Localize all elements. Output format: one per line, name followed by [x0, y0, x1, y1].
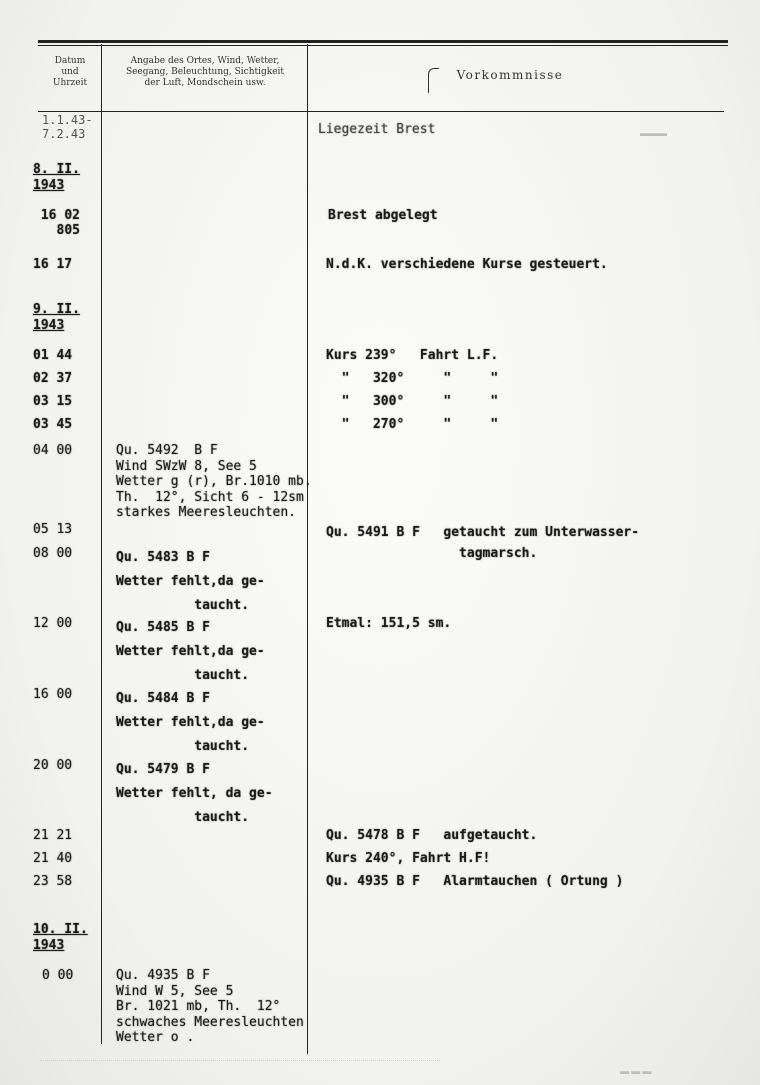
log-event: " 300° " " — [326, 394, 499, 409]
log-place-weather: Qu. 5479 B F Wetter fehlt, da ge- taucht. — [116, 762, 273, 825]
log-time: 04 00 — [33, 443, 73, 458]
log-place-weather: Qu. 5484 B F Wetter fehlt,da ge- taucht. — [116, 691, 265, 754]
log-event: Qu. 4935 B F Alarmtauchen ( Ortung ) — [326, 874, 624, 889]
log-place-weather: Qu. 4935 B F Wind W 5, See 5 Br. 1021 mb, Th. 12° schwaches Meeresleuchten Wetter o . — [116, 968, 304, 1045]
log-place-weather: Qu. 5483 B F Wetter fehlt,da ge- taucht. — [116, 550, 265, 613]
bleed-through-trace: ▬▬▬ — [640, 128, 667, 138]
log-time: 16 17 — [33, 257, 73, 272]
footer-bleed-through-trace — [40, 1060, 440, 1075]
header-and-label: und — [61, 67, 79, 77]
header-events-label: Vorkommnisse — [456, 68, 564, 82]
log-time: 01 44 — [33, 348, 73, 363]
header-place-line-3: der Luft, Mondschein usw. — [144, 78, 266, 88]
log-time: 0 00 — [42, 968, 74, 983]
log-time: 20 00 — [33, 758, 73, 773]
log-event: Liegezeit Brest — [318, 122, 436, 137]
header-place-weather — [104, 56, 306, 89]
log-place-weather: Qu. 5485 B F Wetter fehlt,da ge- taucht. — [116, 620, 265, 683]
header-time-label: Uhrzeit — [52, 78, 88, 88]
top-rule — [38, 40, 728, 43]
log-time: 03 15 — [33, 394, 73, 409]
log-event: " 320° " " — [326, 371, 499, 386]
log-event: N.d.K. verschiedene Kurse gesteuert. — [326, 257, 608, 272]
header-bottom-rule — [38, 111, 724, 112]
log-time: 21 21 — [33, 828, 73, 843]
top-rule-thin — [38, 45, 728, 46]
log-time: 21 40 — [33, 851, 73, 866]
column-divider-1 — [101, 44, 102, 1044]
log-event: " 270° " " — [326, 417, 499, 432]
header-date-time — [40, 56, 100, 89]
log-time: 16 02 805 — [40, 208, 80, 238]
header-place-line-1: Angabe des Ortes, Wind, Wetter, — [130, 56, 280, 66]
log-time: 02 37 — [33, 371, 73, 386]
column-divider-2 — [307, 44, 308, 1054]
header-date-label: Datum — [54, 56, 86, 66]
log-event: Qu. 5478 B F aufgetaucht. — [326, 828, 538, 843]
header-events — [430, 70, 590, 81]
log-place-weather: Qu. 5492 B F Wind SWzW 8, See 5 Wetter g (r), Br.1010 mb. Th. 12°, Sicht 6 - 12sm starkes Meeresleuchten. — [116, 443, 312, 520]
log-event: Kurs 240°, Fahrt H.F! — [326, 851, 491, 866]
log-time: 05 13 — [33, 522, 73, 537]
log-time: 12 00 — [33, 616, 73, 631]
log-date-heading: 10. II. 1943 — [33, 922, 88, 953]
bleed-through-trace: ▬ ▬ ▬ — [620, 1066, 652, 1076]
log-event: Brest abgelegt — [328, 208, 438, 223]
log-event: Kurs 239° Fahrt L.F. — [326, 348, 499, 363]
log-time: 08 00 — [33, 546, 73, 561]
log-time: 23 58 — [33, 874, 73, 889]
log-event: Etmal: 151,5 sm. — [326, 616, 452, 631]
log-time: 03 45 — [33, 417, 73, 432]
log-event: Qu. 5491 B F getaucht zum Unterwasser- tagmarsch. — [326, 525, 640, 561]
log-time: 1.1.43- 7.2.43 — [42, 113, 93, 141]
header-bracket-icon — [428, 68, 439, 93]
log-date-heading: 8. II. 1943 — [33, 162, 80, 193]
log-date-heading: 9. II. 1943 — [33, 302, 80, 333]
header-place-line-2: Seegang, Beleuchtung, Sichtigkeit — [125, 67, 285, 77]
log-time: 16 00 — [33, 687, 73, 702]
